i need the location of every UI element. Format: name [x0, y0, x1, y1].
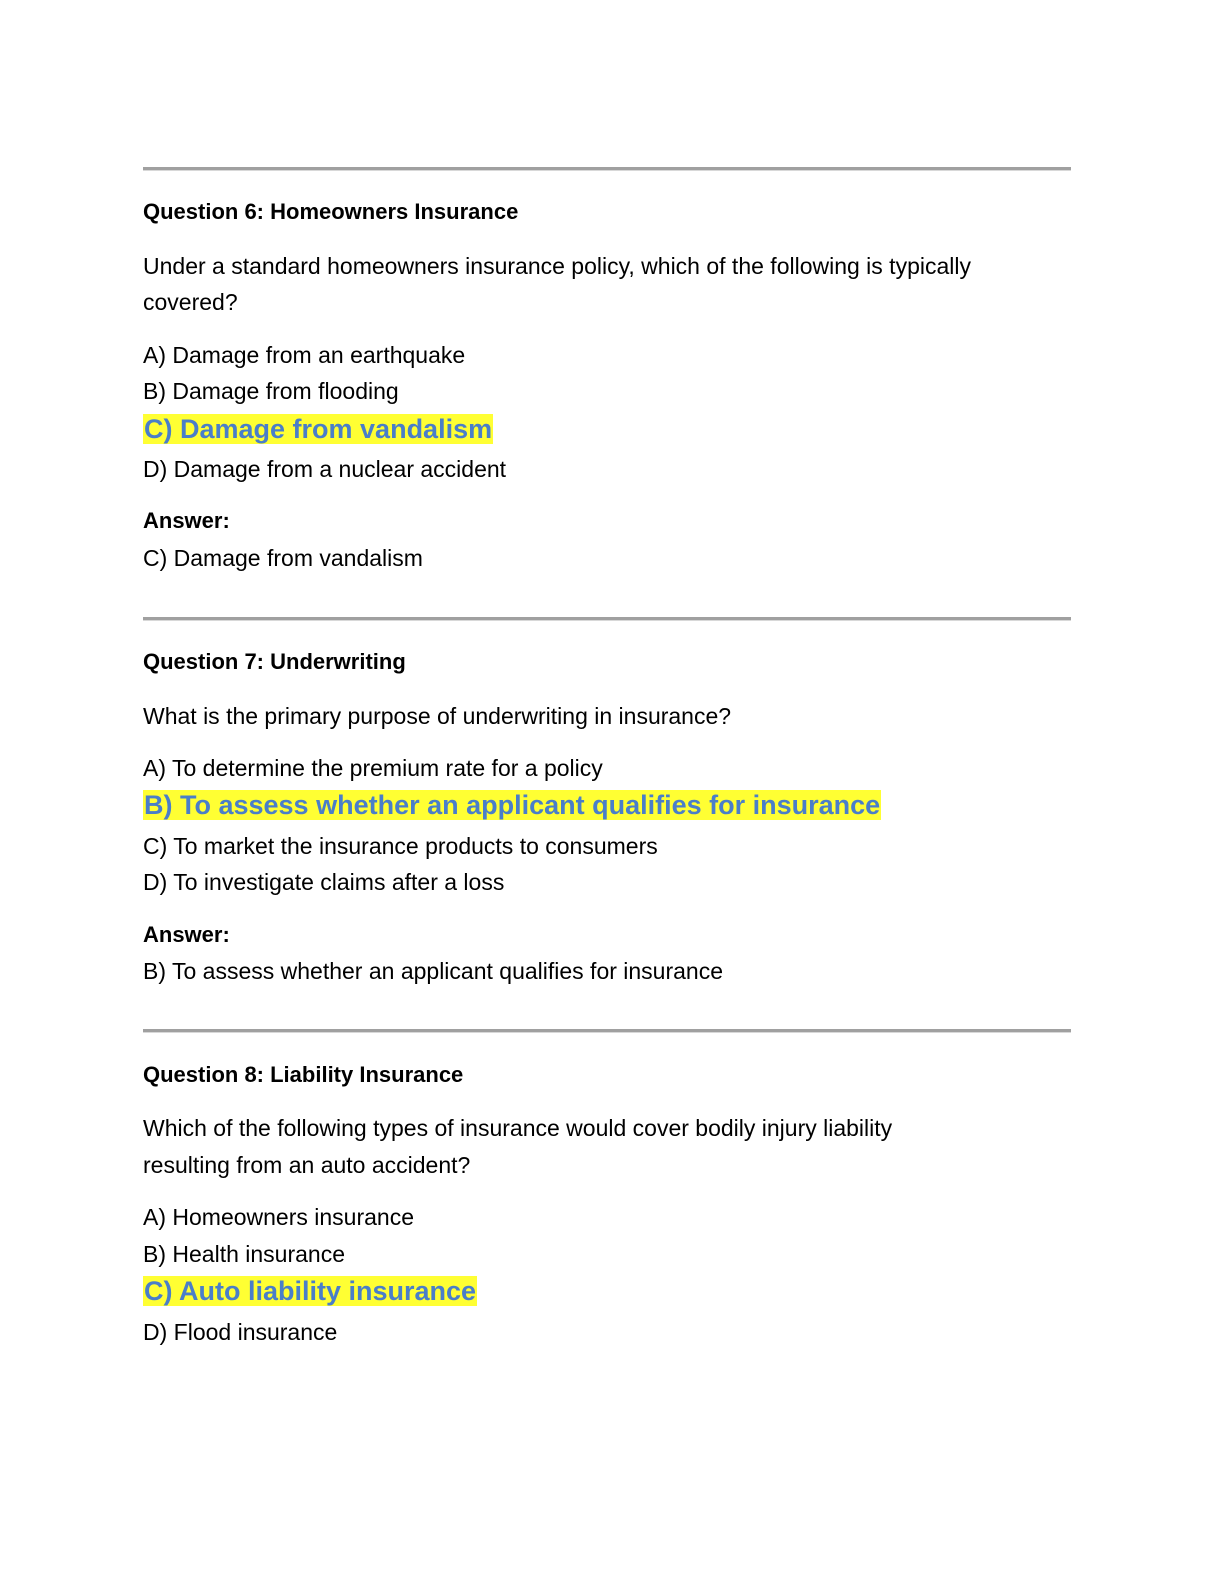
question-8-option-d: D) Flood insurance [143, 1319, 338, 1345]
question-8-prompt-line-1: Which of the following types of insurance would cover bodily injury liability [143, 1115, 893, 1141]
question-6-option-c-highlighted [143, 411, 493, 447]
question-7-option-c: C) To market the insurance products to consumers [143, 833, 658, 859]
question-7-option-a: A) To determine the premium rate for a policy [143, 755, 603, 781]
question-8-title: Question 8: Liability Insurance [143, 1062, 464, 1087]
question-7-option-b-highlighted [143, 787, 881, 823]
question-6-title: Question 6: Homeowners Insurance [143, 199, 519, 224]
question-6-option-d: D) Damage from a nuclear accident [143, 456, 507, 482]
question-6-answer-label: Answer: [143, 508, 230, 533]
question-8-option-b: B) Health insurance [143, 1241, 345, 1267]
question-6-prompt-line-1: Under a standard homeowners insurance policy, which of the following is typically [143, 253, 971, 279]
question-8-prompt-line-2: resulting from an auto accident? [143, 1152, 471, 1178]
question-6-option-b: B) Damage from flooding [143, 378, 399, 404]
highlighted-correct-option: C) Auto liability insurance [144, 1276, 477, 1306]
section-divider [143, 167, 1071, 171]
question-7-option-d: D) To investigate claims after a loss [143, 869, 505, 895]
question-7-title: Question 7: Underwriting [143, 649, 406, 674]
highlighted-correct-option: C) Damage from vandalism [144, 414, 493, 444]
section-divider [143, 1029, 1071, 1033]
question-6-prompt-line-2: covered? [143, 289, 238, 315]
question-7-answer: B) To assess whether an applicant qualifies for insurance [143, 958, 724, 984]
section-divider [143, 617, 1071, 621]
question-8-option-a: A) Homeowners insurance [143, 1204, 415, 1230]
question-6-answer: C) Damage from vandalism [143, 545, 423, 571]
question-6-option-a: A) Damage from an earthquake [143, 342, 466, 368]
question-8-option-c-highlighted [143, 1273, 477, 1309]
highlighted-correct-option: B) To assess whether an applicant qualifies for insurance [144, 790, 881, 820]
question-7-answer-label: Answer: [143, 922, 230, 947]
question-7-prompt-line-1: What is the primary purpose of underwriting in insurance? [143, 703, 732, 729]
